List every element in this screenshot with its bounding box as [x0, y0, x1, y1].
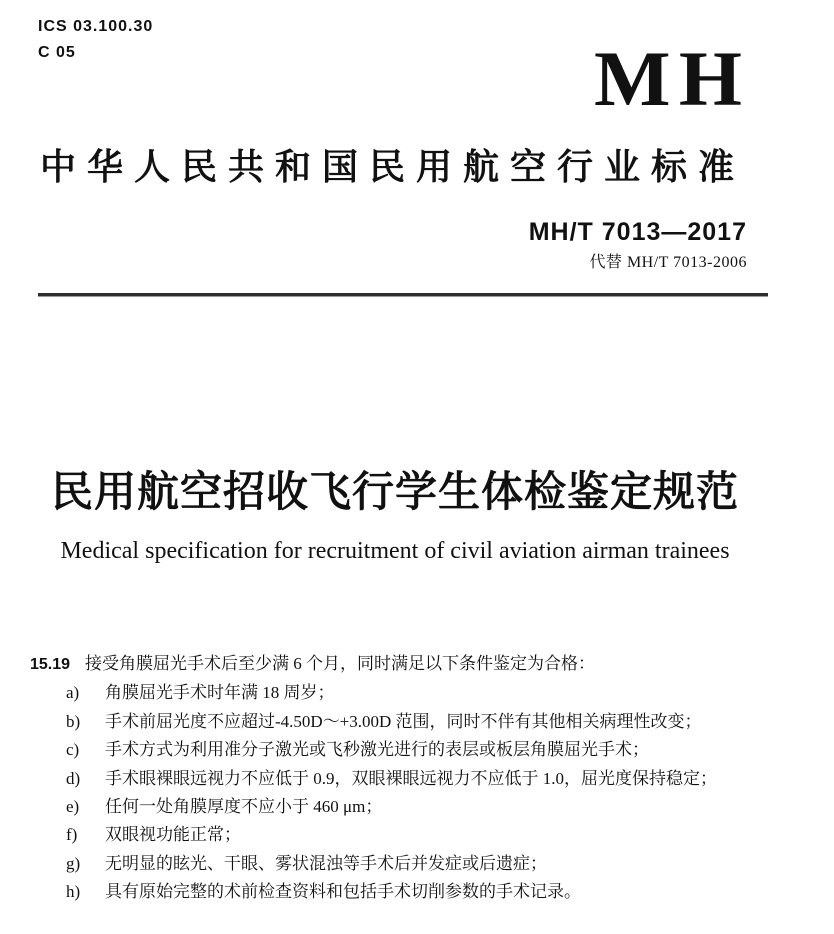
classification-code: C 05	[38, 44, 76, 61]
list-item	[30, 765, 810, 793]
list-item-label: a)	[66, 683, 80, 703]
list-item	[30, 708, 810, 736]
list-item	[30, 821, 810, 849]
list-item-label: b)	[66, 711, 81, 731]
standard-name-heading: 中华人民共和国民用航空行业标准	[40, 146, 746, 187]
document-title-en: Medical specification for recruitment of civil aviation airman trainees	[60, 538, 730, 564]
section-body	[30, 650, 810, 907]
list-item-label: e)	[66, 797, 80, 817]
list-item-label: g)	[66, 853, 81, 873]
list-item	[30, 736, 810, 764]
section-intro-text: 接受角膜屈光手术后至少满 6 个月，同时满足以下条件鉴定为合格：	[85, 654, 595, 673]
section-intro-line	[30, 650, 810, 679]
section-number: 15.19	[30, 656, 71, 673]
list-item-text: 手术眼裸眼远视力不应低于 0.9，双眼裸眼远视力不应低于 1.0，屈光度保持稳定；	[105, 768, 717, 788]
list-item-label: d)	[66, 768, 81, 788]
list-item	[30, 878, 810, 906]
list-item-text: 具有原始完整的术前检查资料和包括手术切削参数的手术记录。	[105, 882, 581, 902]
ics-code: ICS 03.100.30	[38, 18, 154, 35]
list-item	[30, 850, 810, 878]
mh-logo: MH	[593, 35, 750, 122]
list-item-text: 任何一处角膜厚度不应小于 460 μm；	[105, 797, 383, 817]
list-item-text: 无明显的眩光、干眼、雾状混浊等手术后并发症或后遗症；	[105, 853, 547, 873]
list-item-label: f)	[66, 825, 78, 845]
list-item-label: h)	[66, 882, 81, 902]
list-item	[30, 793, 810, 821]
list-item-text: 手术方式为利用准分子激光或飞秒激光进行的表层或板层角膜屈光手术；	[105, 740, 649, 760]
list-item-label: c)	[66, 740, 80, 760]
replaces-note: 代替 MH/T 7013-2006	[589, 254, 747, 271]
document-title-zh: 民用航空招收飞行学生体检鉴定规范	[50, 468, 739, 515]
standard-number: MH/T 7013—2017	[528, 218, 747, 246]
list-item-text: 手术前屈光度不应超过-4.50D～+3.00D 范围，同时不伴有其他相关病理性改变；	[105, 711, 702, 731]
list-item-text: 双眼视功能正常；	[105, 825, 241, 845]
list-item-text: 角膜屈光手术时年满 18 周岁；	[105, 683, 335, 703]
header-divider-rule	[38, 293, 768, 297]
list-item	[30, 679, 810, 707]
